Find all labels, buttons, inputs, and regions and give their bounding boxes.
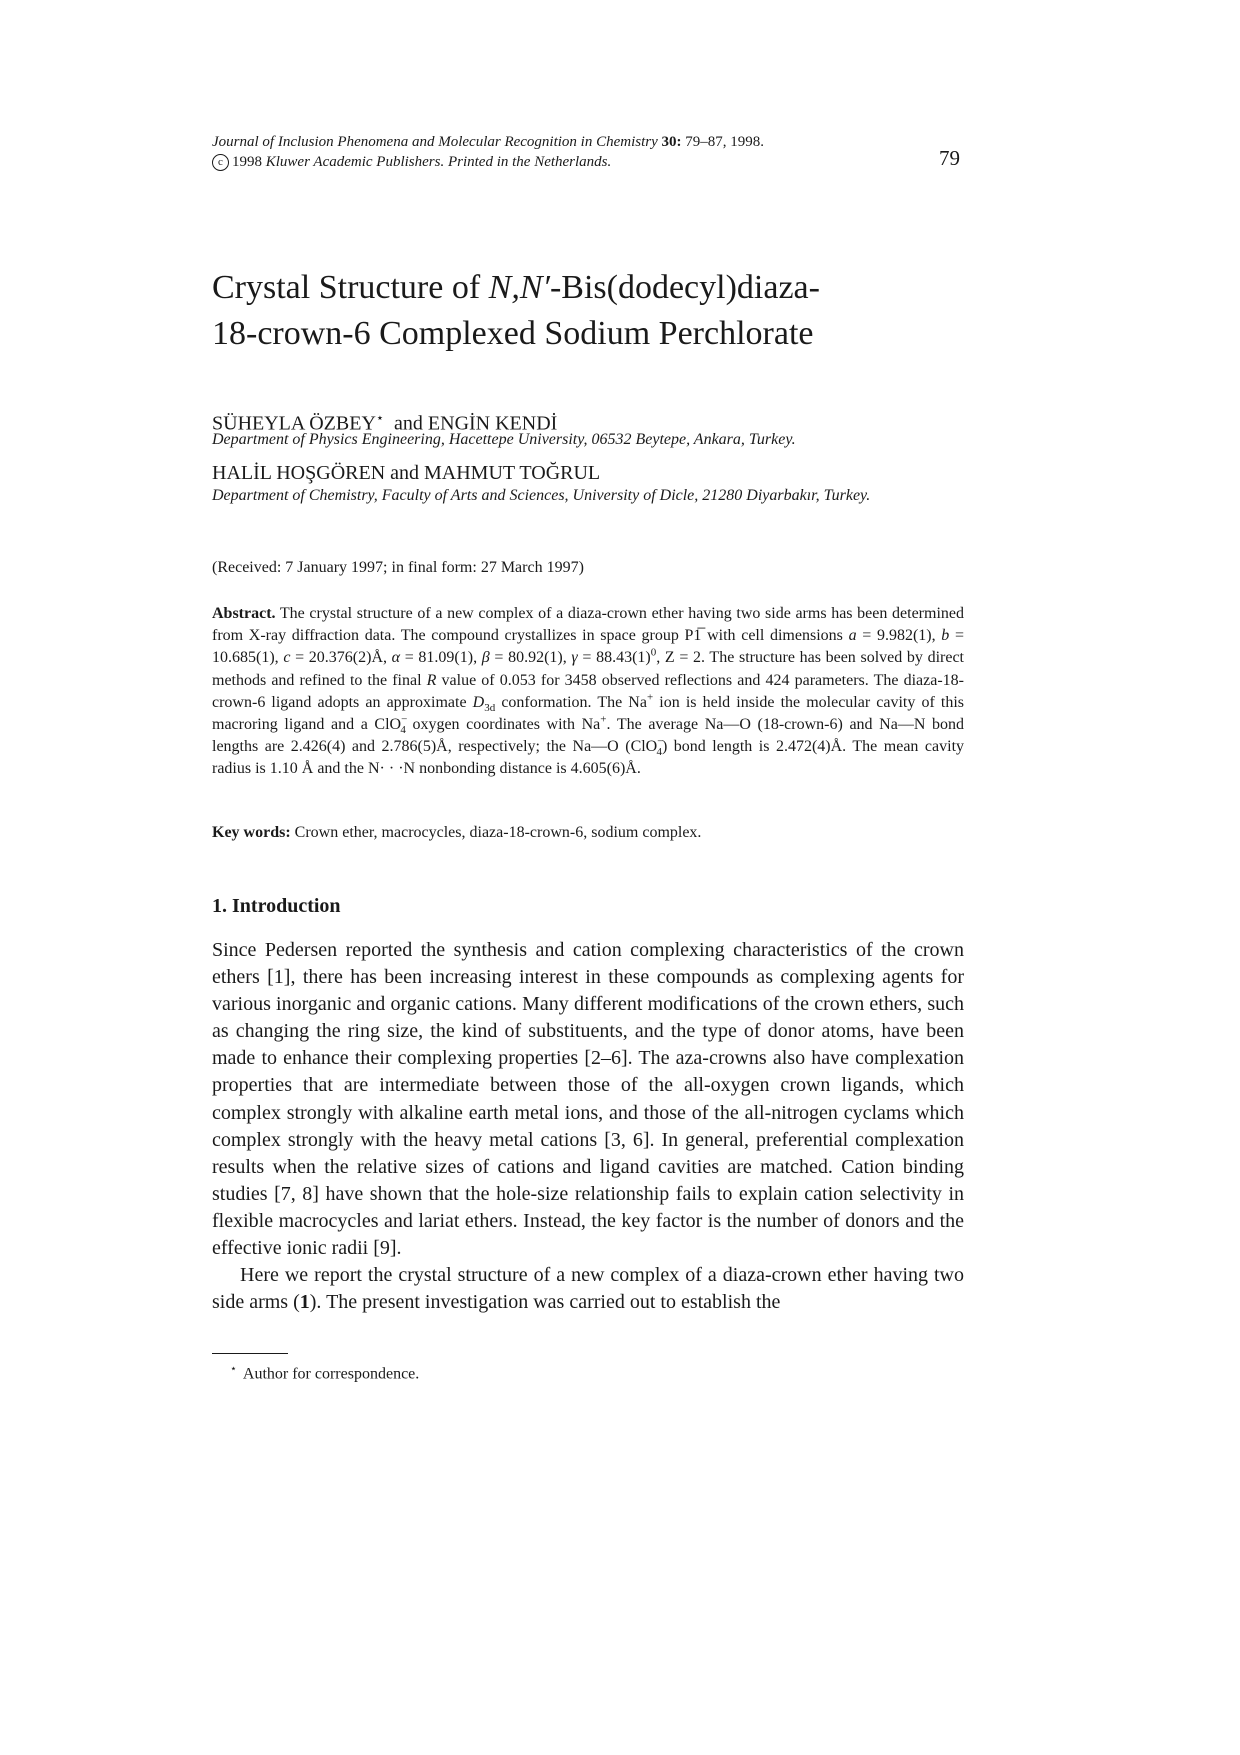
keywords-text: Crown ether, macrocycles, diaza-18-crown-6, sodium complex. xyxy=(290,824,702,841)
abstract-var: c xyxy=(283,649,291,667)
abstract-text: ion is held inside the molecular cavity of this macroring ligand and a ClO xyxy=(212,693,965,734)
journal-pages-year: 79–87, 1998. xyxy=(685,134,765,150)
author-names-2: HALİL HOŞGÖREN and MAHMUT TOĞRUL xyxy=(212,462,601,484)
title-text-start: Crystal Structure of xyxy=(212,269,489,306)
paper-title xyxy=(212,265,972,357)
abstract-text: = 10.685(1), xyxy=(212,627,964,667)
author-group-2 xyxy=(212,461,600,485)
section-heading: 1. Introduction xyxy=(212,895,341,917)
abstract-text: oxygen coordinates with Na xyxy=(405,716,601,734)
paragraph-text: Here we report the crystal structure of a new complex of a diaza-crown ether having two side arms ( xyxy=(212,1264,964,1314)
abstract-space-group: 1̅ xyxy=(693,627,702,645)
affiliation-2: Department of Chemistry, Faculty of Arts and Sciences, University of Dicle, 21280 Diyarbakır, Turkey. xyxy=(212,487,871,504)
section-body xyxy=(212,937,964,1316)
abstract-var: D xyxy=(472,693,485,711)
abstract-var: γ xyxy=(571,649,578,667)
abstract-sup: + xyxy=(646,691,654,704)
abstract-sub: 3d xyxy=(484,702,496,714)
body-paragraph xyxy=(212,1262,964,1316)
abstract-sup: 0 xyxy=(650,647,657,660)
keywords-label: Key words: xyxy=(212,824,291,841)
received-dates: (Received: 7 January 1997; in final form: 27 March 1997) xyxy=(212,559,584,576)
footnote xyxy=(230,1358,419,1385)
abstract-text: , Z = 2. The structure has been solved by direct methods and refined to the final xyxy=(212,649,964,689)
footnote-marker: ⋆ xyxy=(230,1363,237,1375)
abstract-text: = 80.92(1), xyxy=(489,649,572,667)
journal-volume: 30: xyxy=(661,134,682,150)
title-line-2: 18-crown-6 Complexed Sodium Perchlorate xyxy=(212,315,814,352)
copyright-year: 1998 xyxy=(232,154,262,170)
abstract-text: The crystal structure of a new complex of a diaza-crown ether having two side arms has been determined from X-ray diffraction data. The compound crystallizes in space group P xyxy=(212,605,964,645)
paragraph-text: ). The present investigation was carried out to establish the xyxy=(309,1291,781,1314)
author-star-marker: ⋆ xyxy=(375,410,385,425)
keywords xyxy=(212,822,964,844)
journal-citation xyxy=(212,132,764,152)
abstract-text: value of 0.053 for 3458 observed reflections and 424 parameters. The diaza-18-crown-6 ligand adopts an approximate xyxy=(212,671,965,711)
abstract-sup: − xyxy=(657,735,664,748)
abstract-text: = 88.43(1) xyxy=(577,649,651,667)
publisher-line: Kluwer Academic Publishers. Printed in the Netherlands. xyxy=(265,154,612,170)
affiliation-1: Department of Physics Engineering, Hacettepe University, 06532 Beytepe, Ankara, Turkey. xyxy=(212,431,796,448)
abstract-var: a xyxy=(848,627,857,645)
abstract-text: ) bond length is 2.472(4)Å. The mean cavity radius is 1.10 Å and the N· · ·N nonbonding distance is 4.605(6)Å. xyxy=(212,738,965,778)
abstract-sub: 4 xyxy=(400,724,406,737)
footnote-rule xyxy=(212,1353,288,1354)
title-text-end: -Bis(dodecyl)diaza- xyxy=(549,269,820,306)
copyright-icon: c xyxy=(212,154,229,171)
abstract-sup: + xyxy=(600,713,607,726)
author-names-1b: and ENGİN KENDİ xyxy=(394,412,558,435)
abstract-var: R xyxy=(426,671,437,689)
author-names-1: SÜHEYLA ÖZBEY xyxy=(212,412,376,435)
abstract-label: Abstract. xyxy=(212,605,276,622)
abstract-var: α xyxy=(391,649,401,667)
abstract-var: β xyxy=(481,649,490,667)
title-line-1 xyxy=(212,265,972,311)
title-symbol: N,N′ xyxy=(488,269,550,306)
footnote-text: Author for correspondence. xyxy=(242,1365,420,1383)
copyright-line xyxy=(212,152,611,172)
page-number: 79 xyxy=(939,146,960,170)
abstract-text: with cell dimensions xyxy=(701,627,849,645)
abstract-text: . The average Na—O (18-crown-6) and Na—N bond lengths are 2.426(4) and 2.786(5)Å, respectively; the Na—O (ClO xyxy=(212,716,965,756)
journal-name: Journal of Inclusion Phenomena and Molecular Recognition in Chemistry xyxy=(212,134,658,150)
compound-label: 1 xyxy=(299,1291,310,1314)
abstract-text: conformation. The Na xyxy=(495,693,647,711)
abstract-sub: 4 xyxy=(656,746,662,759)
abstract-text: = 20.376(2)Å, xyxy=(290,649,392,667)
abstract-sup: − xyxy=(401,713,408,726)
abstract-var: b xyxy=(941,627,950,645)
abstract-text: = 9.982(1), xyxy=(856,627,942,645)
abstract-text: = 81.09(1), xyxy=(400,649,482,667)
body-paragraph: Since Pedersen reported the synthesis and cation complexing characteristics of the crown ethers [1], there has been increasing interest in these compounds as complexing agents for various inorganic and organic cations. Many different modifications of the crown ethers, such as changing the ring size, the kind of substituents, and the type of donor atoms, have been made to enhance their complexing properties [2–6]. The aza-crowns also have complexation properties that are intermediate between those of the all-oxygen crown ligands, which complex strongly with alkaline earth metal ions, and those of the all-nitrogen cyclams which complex strongly with the heavy metal cations [3, 6]. In general, preferential complexation results when the relative sizes of cations and ligand cavities are matched. Cation binding studies [7, 8] have shown that the hole-size relationship fails to explain cation selectivity in flexible macrocycles and lariat ethers. Instead, the key factor is the number of donors and the effective ionic radii [9]. xyxy=(212,939,964,1260)
abstract xyxy=(212,603,964,781)
